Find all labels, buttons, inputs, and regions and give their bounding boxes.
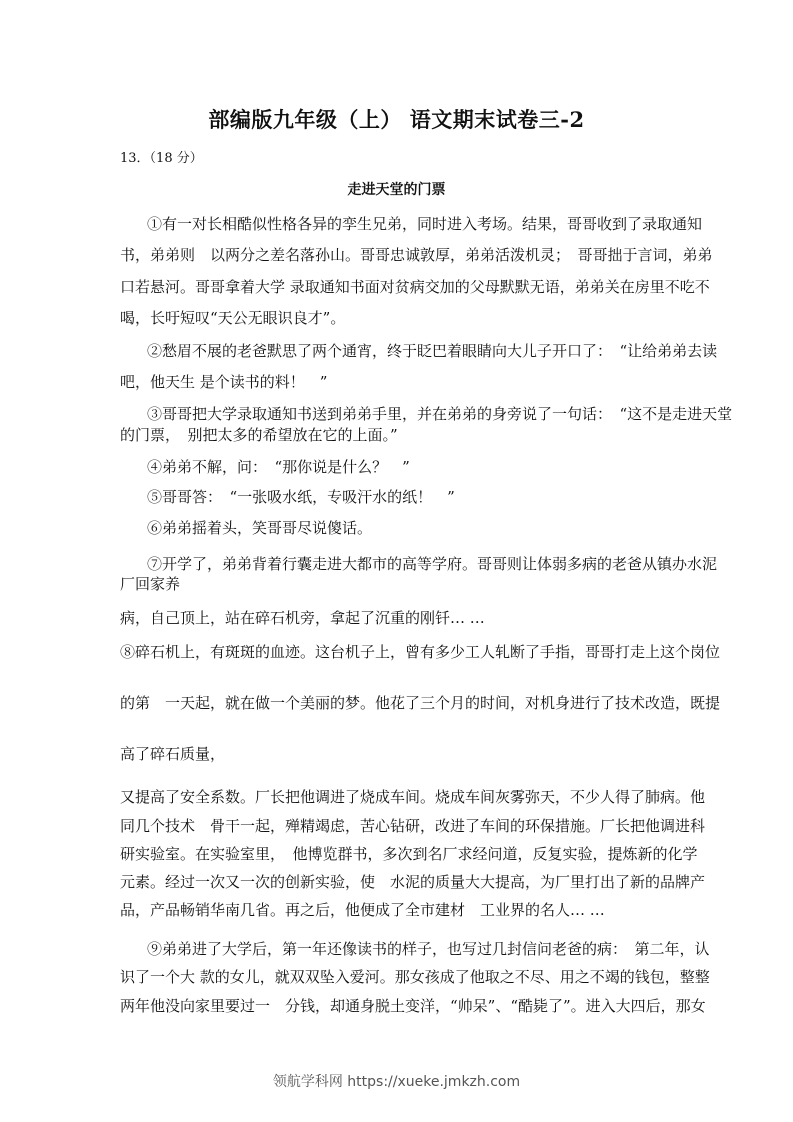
- paragraph-line: 研实验室。在实验室里， 他博览群书，多次到名厂求经问道，反复实验，提炼新的化学: [120, 845, 698, 863]
- paragraph-line: 的第 一天起，就在做一个美丽的梦。他花了三个月的时间，对机身进行了技术改造，既提: [120, 694, 721, 712]
- paragraph-line: ②愁眉不展的老爸默思了两个通宵，终于眨巴着眼睛向大儿子开口了： “让给弟弟去读: [147, 342, 718, 360]
- paragraph-line: 病，自己顶上，站在碎石机旁，拿起了沉重的刚钎… …: [120, 609, 485, 627]
- paragraph-line: 的门票， 别把太多的希望放在它的上面。”: [120, 426, 398, 444]
- question-number: 13．（18 分）: [120, 151, 203, 166]
- paragraph-line: 又提高了安全系数。厂长把他调进了烧成车间。烧成车间灰雾弥天，不少人得了肺病。他: [120, 788, 706, 806]
- paragraph-line: ⑨弟弟进了大学后，第一年还像读书的样子，也写过几封信问老爸的病： 第二年，认: [147, 940, 710, 958]
- paragraph-line: ⑦开学了，弟弟背着行囊走进大都市的高等学府。哥哥则让体弱多病的老爸从镇办水泥: [147, 555, 718, 573]
- paragraph-line: 同几个技术 骨干一起，殚精竭虑，苦心钻研，改进了车间的环保措施。厂长把他调进科: [120, 817, 706, 835]
- paragraph-line: ⑥弟弟摇着头，笑哥哥尽说傻话。: [147, 519, 373, 537]
- paragraph-line: 两年他没向家里要过一 分钱，却通身脱土变洋，“帅呆”、“酷毙了”。进入大四后，那女: [120, 997, 706, 1015]
- paragraph-line: 书，弟弟则 以两分之差名落孙山。哥哥忠诚敦厚，弟弟活泼机灵； 哥哥拙于言词，弟弟: [120, 246, 713, 264]
- paragraph-line: ④弟弟不解，问： “那你说是什么？ ”: [147, 458, 410, 476]
- paragraph-line: 吧，他天生 是个读书的料！ ”: [120, 373, 328, 391]
- paragraph-line: ⑤哥哥答： “一张吸水纸，专吸汗水的纸！ ”: [147, 488, 455, 506]
- document-title: 部编版九年级（上） 语文期末试卷三-2: [208, 107, 585, 132]
- footer-watermark: 领航学科网 https://xueke.jmkzh.com: [272, 1074, 521, 1090]
- paragraph-line: 喝，长吁短叹“天公无眼识良才”。: [120, 309, 346, 327]
- paragraph-line: ⑧碎石机上，有斑斑的血迹。这台机子上，曾有多少工人轧断了手指，哥哥打走上这个岗位: [120, 643, 721, 661]
- paragraph-line: ③哥哥把大学录取通知书送到弟弟手里，并在弟弟的身旁说了一句话： “这不是走进天堂: [147, 405, 733, 423]
- paragraph-line: 高了碎石质量，: [120, 745, 226, 763]
- paragraph-line: 口若悬河。哥哥拿着大学 录取通知书面对贫病交加的父母默默无语，弟弟关在房里不吃不: [120, 278, 710, 296]
- paragraph-line: 元素。经过一次又一次的创新实验，使 水泥的质量大大提高，为厂里打出了新的品牌产: [120, 873, 706, 891]
- paragraph-line: 厂回家养: [120, 575, 181, 593]
- passage-title: 走进天堂的门票: [347, 182, 446, 198]
- paragraph-line: 品，产品畅销华南几省。再之后，他便成了全市建材 工业界的名人… …: [120, 901, 605, 919]
- paragraph-line: ①有一对长相酷似性格各异的孪生兄弟，同时进入考场。结果，哥哥收到了录取通知: [147, 215, 703, 233]
- paragraph-line: 识了一个大 款的女儿，就双双坠入爱河。那女孩成了他取之不尽、用之不竭的钱包，整整: [120, 968, 710, 986]
